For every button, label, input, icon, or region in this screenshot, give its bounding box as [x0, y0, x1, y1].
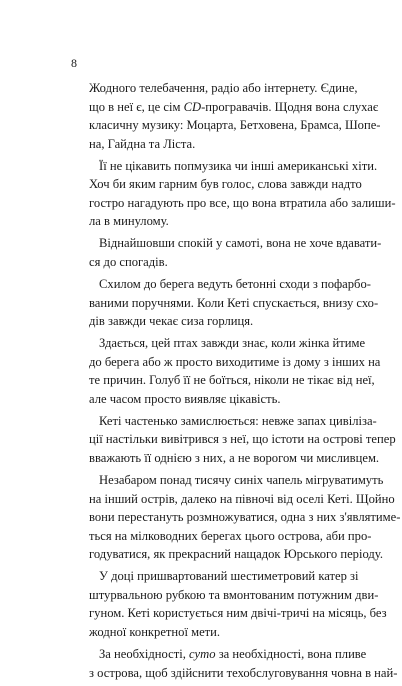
text-line: годуватися, як прекрасний нащадок Юрського періоду. — [89, 547, 383, 562]
text-line: що в неї є, це сім CD-програвачів. Щодня вона слухає — [89, 99, 379, 114]
text-line: ла в минулому. — [89, 214, 169, 229]
text-line: Незабаром понад тисячу синіх чапель мігруватимуть — [99, 473, 384, 488]
text-line: гуном. Кеті користується ним двічі-тричі на місяць, без — [89, 606, 387, 621]
paragraph-9 — [89, 645, 398, 682]
text-line: ся до спогадів. — [89, 254, 168, 269]
text-line: гостро нагадують про все, що вона втратила або залиши- — [89, 195, 396, 210]
text-line: ції настільки вивітрився з неї, що істоти на острові тепер — [89, 432, 396, 447]
paragraph-7 — [89, 471, 401, 564]
text-line: Її не цікавить попмузика чи інші американські хіти. — [99, 158, 378, 173]
text-line: але часом просто виявляє цікавість. — [89, 391, 281, 406]
page-number: 8 — [71, 56, 77, 70]
text-line: класичну музику: Моцарта, Бетховена, Брамса, Шопе- — [89, 118, 381, 132]
text-line: За необхідності, сутo за необхідності, вона пливе — [99, 647, 367, 661]
text-line: ваними поручнями. Коли Кеті спускається, внизу схо- — [89, 295, 379, 310]
text-line: У доці пришвартований шестиметровий катер зі — [99, 569, 359, 584]
text-line: Схилом до берега ведуть бетонні сходи з пофарбо- — [99, 277, 371, 292]
text-line: вважають її однією з них, а не ворогом чи мисливцем. — [89, 450, 380, 465]
text-line: до берега або ж просто виходитиме із дому з інших на — [89, 354, 381, 369]
paragraph-5 — [89, 334, 381, 408]
text-line: з острова, щоб здійснити техобслуговування човна в най- — [89, 665, 398, 680]
text-line: Хоч би яким гарним був голос, слова завжди надто — [89, 177, 362, 192]
text-line: на, Гайдна та Ліста. — [89, 136, 196, 151]
text-line: на інший острів, далеко на півночі від оселі Кеті. Щойно — [89, 491, 395, 506]
text-line: жодної конкретної мети. — [89, 624, 221, 639]
text-line: Віднайшовши спокій у самоті, вона не хоче вдавати- — [99, 236, 382, 251]
text-line: штурвальною рубкою та вмонтованим потужним дви- — [89, 587, 379, 602]
paragraph-6 — [89, 412, 396, 468]
paragraph-1 — [89, 79, 381, 153]
text-line: те причин. Голуб її не боїться, ніколи не тікає від неї, — [89, 373, 375, 388]
text-line: дів завжди чекає сиза горлиця. — [89, 314, 254, 329]
paragraph-8 — [89, 567, 387, 641]
body-text — [89, 79, 401, 686]
text-line: ться на мілководних берегах цього острова, аби про- — [89, 528, 372, 543]
text-line: Здається, цей птах завжди знає, коли жінка йтиме — [99, 336, 366, 351]
text-line: Кеті частенько замислюється: невже запах цивіліза- — [99, 413, 377, 428]
text-line: вони перестануть розмножуватися, одна з них з'являтиме- — [89, 510, 401, 525]
paragraph-2 — [89, 157, 396, 231]
paragraph-3 — [89, 234, 382, 271]
paragraph-4 — [89, 275, 379, 331]
text-line: Жодного телебачення, радіо або інтернету. Єдине, — [89, 81, 358, 95]
